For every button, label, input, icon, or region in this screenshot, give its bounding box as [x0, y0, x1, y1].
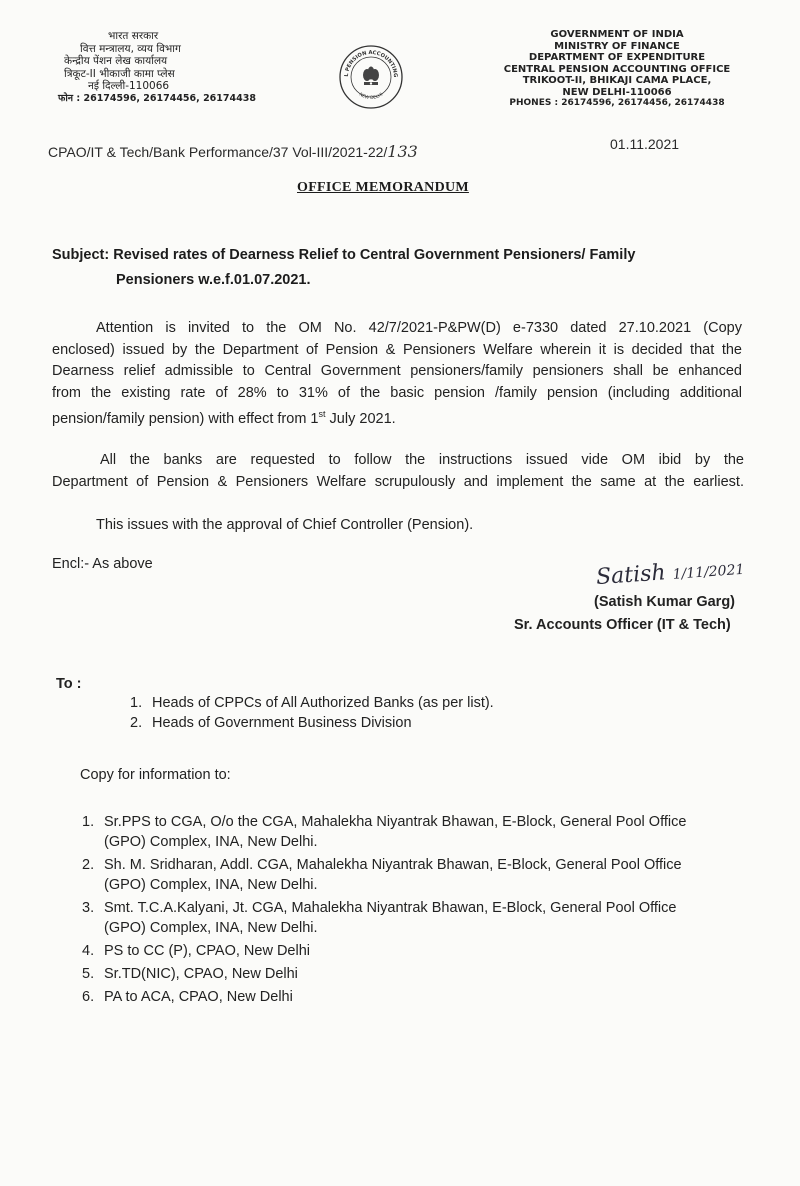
english-line: CENTRAL PENSION ACCOUNTING OFFICE — [503, 63, 731, 75]
list-item-text: Smt. T.C.A.Kalyani, Jt. CGA, Mahalekha Niyantrak Bhawan, E-Block, General Pool Office — [104, 900, 677, 916]
hindi-line: नई दिल्ली-110066 — [88, 80, 170, 92]
para-line: Department of Pension & Pensioners Welfare scrupulously and implement the same at the earliest. — [52, 473, 744, 490]
emblem-bottom-text: NEW DELHI — [357, 92, 385, 102]
list-item-text-cont: (GPO) Complex, INA, New Delhi. — [104, 877, 318, 893]
signature-date-handwriting: 1/11/2021 — [672, 561, 745, 583]
para-line: pension/family pension) with effect from 1 — [52, 410, 319, 427]
list-item-text: Sr.TD(NIC), CPAO, New Delhi — [104, 966, 298, 982]
lion-capital-icon — [363, 67, 379, 86]
list-item — [82, 964, 686, 984]
para-line: All the banks are requested to follow the instructions issued vide OM ibid by the — [100, 452, 744, 468]
page-title: OFFICE MEMORANDUM — [297, 180, 469, 195]
paragraph-1 — [52, 318, 742, 430]
list-item-text: PS to CC (P), CPAO, New Delhi — [104, 943, 311, 959]
english-line: GOVERNMENT OF INDIA — [550, 29, 684, 40]
list-item — [82, 855, 686, 895]
subject-label: Subject: — [52, 247, 110, 263]
list-item — [82, 941, 686, 961]
signatory-designation: Sr. Accounts Officer (IT & Tech) — [514, 617, 731, 633]
list-item-text-cont: (GPO) Complex, INA, New Delhi. — [104, 834, 318, 850]
hindi-phone: फोन : 26174596, 26174456, 26174438 — [58, 92, 256, 104]
signatory-name: (Satish Kumar Garg) — [594, 594, 735, 610]
english-line: DEPARTMENT OF EXPENDITURE — [528, 52, 706, 63]
list-item-number: 4. — [82, 943, 95, 959]
list-item-number: 2. — [130, 715, 143, 731]
para-line: Attention is invited to the OM No. 42/7/2021-P&PW(D) e-7330 dated 27.10.2021 (Copy — [96, 320, 742, 336]
hindi-line: वित्त मन्त्रालय, व्यय विभाग — [80, 42, 181, 55]
list-item-number: 1. — [130, 695, 143, 711]
subject-line-1: Revised rates of Dearness Relief to Central Government Pensioners/ Family — [113, 247, 636, 263]
subject-line-2: Pensioners w.e.f.01.07.2021. — [116, 272, 311, 288]
paragraph-2 — [52, 450, 744, 493]
copy-list — [82, 812, 686, 1007]
svg-text:NEW DELHI — [358, 92, 384, 102]
list-item-number: 2. — [82, 857, 95, 873]
english-line: TRIKOOT-II, BHIKAJI CAMA PLACE, — [522, 75, 712, 86]
list-item-number: 3. — [82, 900, 95, 916]
list-item-text: PA to ACA, CPAO, New Delhi — [104, 989, 293, 1005]
paragraph-3: This issues with the approval of Chief Controller (Pension). — [96, 517, 474, 533]
signature-handwriting: Satish — [595, 560, 667, 591]
list-item-number: 5. — [82, 966, 95, 982]
cpao-emblem — [338, 44, 404, 110]
list-item — [82, 987, 686, 1007]
para-line: Dearness relief admissible to Central Government pensioners/family pensioners shall be enhanced — [52, 363, 742, 379]
emblem-text: L PENSION ACCOUNTING — [343, 49, 399, 78]
para-line: from the existing rate of 28% to 31% of the basic pension /family pension (including additional — [52, 384, 742, 401]
signature-scrawl — [595, 555, 745, 590]
list-item — [130, 695, 494, 711]
list-item-text: Sr.PPS to CGA, O/o the CGA, Mahalekha Niyantrak Bhawan, E-Block, General Pool Office — [104, 814, 687, 830]
to-list — [130, 695, 494, 731]
english-line: MINISTRY OF FINANCE — [554, 40, 680, 52]
list-item-text: Heads of Government Business Division — [152, 715, 412, 731]
english-header — [472, 29, 762, 110]
handwritten-number: 133 — [387, 142, 418, 161]
hindi-line: केन्द्रीय पेंशन लेख कार्यालय — [64, 55, 168, 67]
list-item-number: 1. — [82, 814, 95, 830]
hindi-line: भारत सरकार — [108, 30, 159, 42]
hindi-line: त्रिकूट-II भीकाजी कामा प्लेस — [64, 67, 175, 80]
english-line: NEW DELHI-110066 — [562, 86, 672, 98]
list-item-text-cont: (GPO) Complex, INA, New Delhi. — [104, 920, 318, 936]
reference-date: 01.11.2021 — [610, 136, 680, 152]
para-line: enclosed) issued by the Department of Pension & Pensioners Welfare wherein it is decided that the — [52, 341, 742, 358]
para-line-end: July 2021. — [325, 410, 396, 427]
enclosure: Encl:- As above — [52, 556, 153, 572]
subject — [52, 243, 732, 293]
ordinal-suffix: st — [318, 409, 326, 419]
reference-number — [48, 142, 418, 161]
to-label: To : — [56, 676, 82, 692]
list-item-number: 6. — [82, 989, 95, 1005]
copy-label: Copy for information to: — [80, 767, 231, 783]
hindi-header — [58, 30, 278, 105]
ref-text: CPAO/IT & Tech/Bank Performance/37 Vol-III/2021-22/ — [48, 144, 388, 160]
list-item — [82, 812, 686, 852]
list-item-text: Heads of CPPCs of All Authorized Banks (as per list). — [152, 695, 494, 711]
english-phone: PHONES : 26174596, 26174456, 26174438 — [509, 98, 725, 108]
list-item — [130, 715, 494, 731]
list-item — [82, 898, 686, 938]
list-item-text: Sh. M. Sridharan, Addl. CGA, Mahalekha Niyantrak Bhawan, E-Block, General Pool Office — [104, 857, 682, 873]
